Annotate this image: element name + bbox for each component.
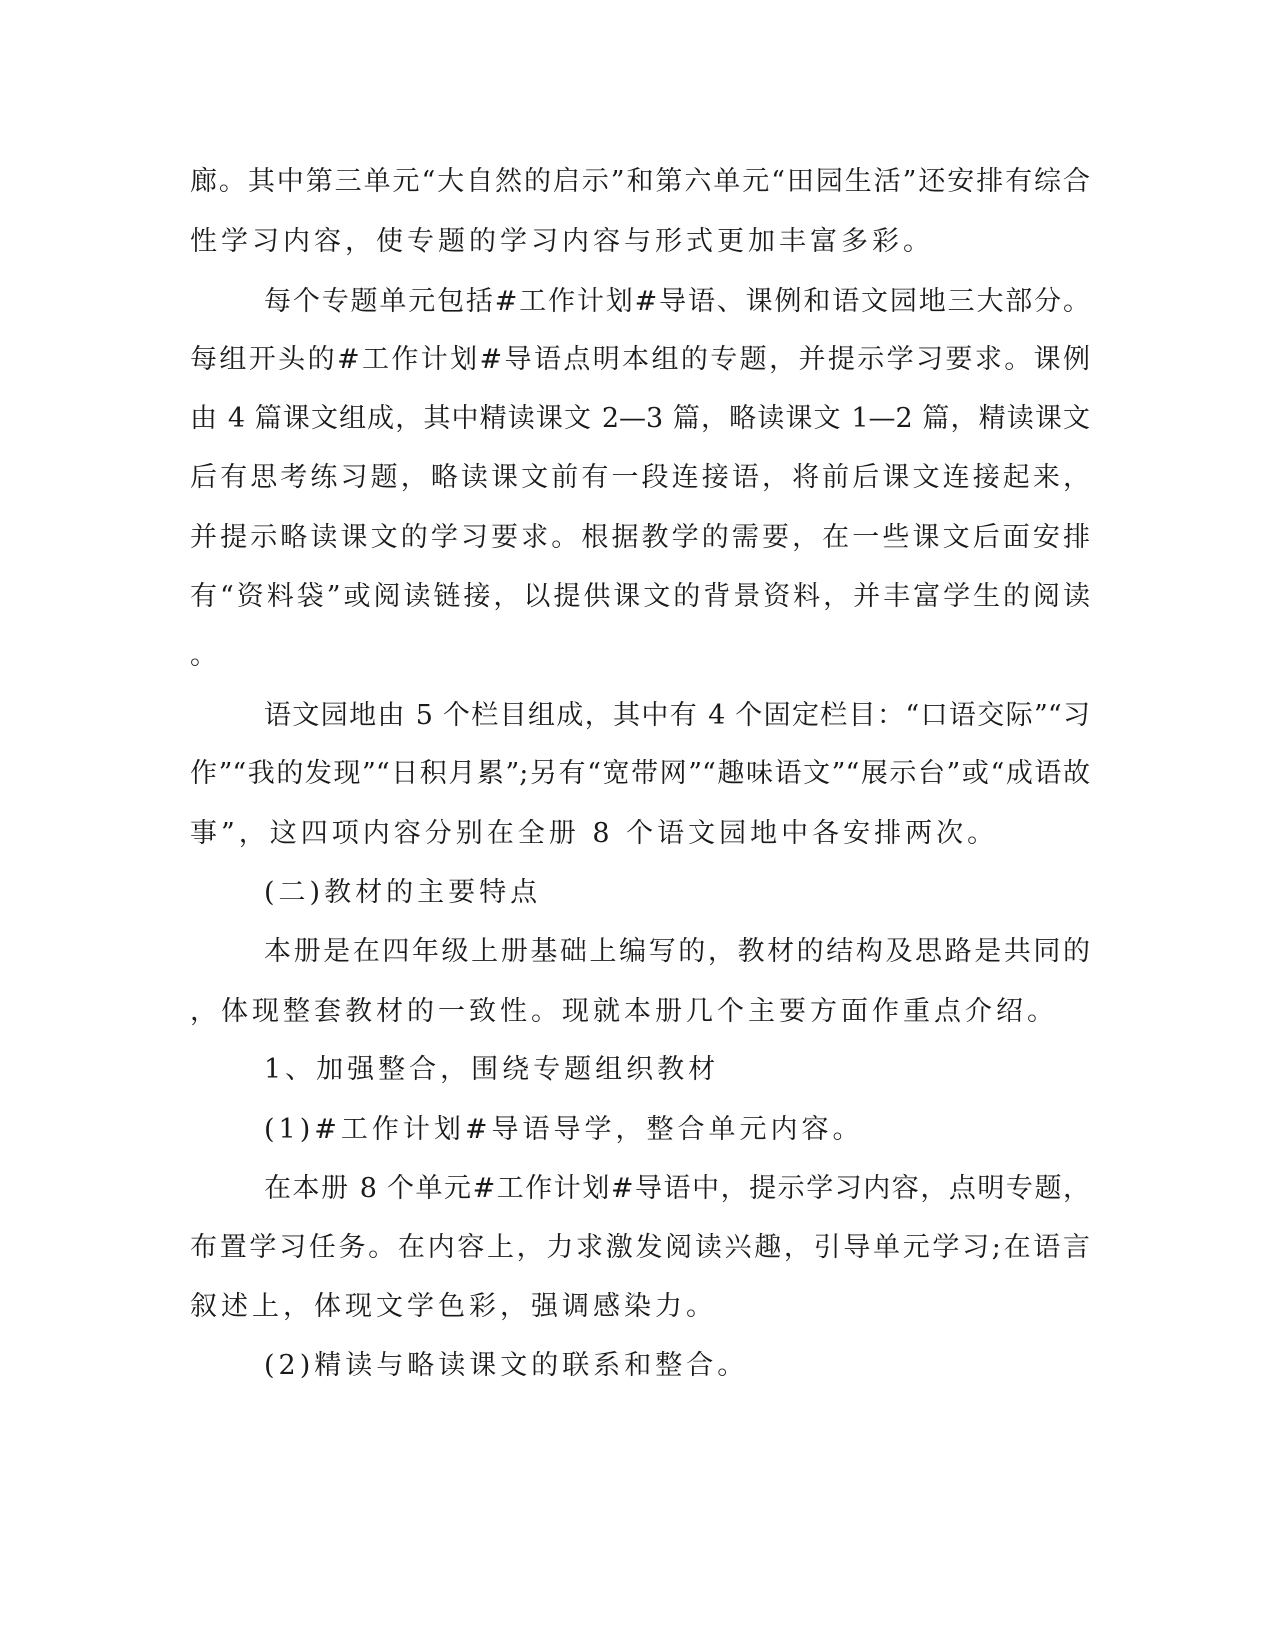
subsection-heading: (2)精读与略读课文的联系和整合。 bbox=[264, 1350, 749, 1381]
subsection-heading: 1、加强整合，围绕专题组织教材 bbox=[264, 1054, 720, 1085]
text-line: 。 bbox=[190, 640, 221, 671]
subsection-heading: (1)#工作计划#导语导学，整合单元内容。 bbox=[264, 1114, 864, 1145]
text-line: 后有思考练习题，略读课文前有一段连接语，将前后课文连接起来， bbox=[190, 462, 1090, 493]
text-line: 有“资料袋”或阅读链接，以提供课文的背景资料，并丰富学生的阅读 bbox=[190, 581, 1090, 612]
text-line: 每组开头的#工作计划#导语点明本组的专题，并提示学习要求。课例 bbox=[190, 344, 1090, 375]
text-line: 布置学习任务。在内容上，力求激发阅读兴趣，引导单元学习;在语言 bbox=[190, 1232, 1090, 1263]
section-heading: (二)教材的主要特点 bbox=[264, 877, 542, 908]
text-line: 并提示略读课文的学习要求。根据教学的需要，在一些课文后面安排 bbox=[190, 522, 1090, 553]
text-line: 廊。其中第三单元“大自然的启示”和第六单元“田园生活”还安排有综合 bbox=[190, 166, 1090, 197]
text-line: 叙述上，体现文学色彩，强调感染力。 bbox=[190, 1291, 717, 1322]
text-line: 在本册 8 个单元#工作计划#导语中，提示学习内容，点明专题， bbox=[264, 1173, 1090, 1204]
text-line: ，体现整套教材的一致性。现就本册几个主要方面作重点介绍。 bbox=[190, 996, 1058, 1027]
text-line: 本册是在四年级上册基础上编写的，教材的结构及思路是共同的 bbox=[264, 936, 1090, 967]
text-line: 作”“我的发现”“日积月累”;另有“宽带网”“趣味语文”“展示台”或“成语故 bbox=[190, 758, 1090, 789]
text-line: 由 4 篇课文组成，其中精读课文 2—3 篇，略读课文 1—2 篇，精读课文 bbox=[190, 403, 1090, 434]
text-line: 事”，这四项内容分别在全册 8 个语文园地中各安排两次。 bbox=[190, 818, 999, 849]
text-line: 语文园地由 5 个栏目组成，其中有 4 个固定栏目：“口语交际”“习 bbox=[264, 700, 1090, 731]
text-line: 性学习内容，使专题的学习内容与形式更加丰富多彩。 bbox=[190, 226, 934, 257]
text-line: 每个专题单元包括#工作计划#导语、课例和语文园地三大部分。 bbox=[264, 286, 1090, 317]
